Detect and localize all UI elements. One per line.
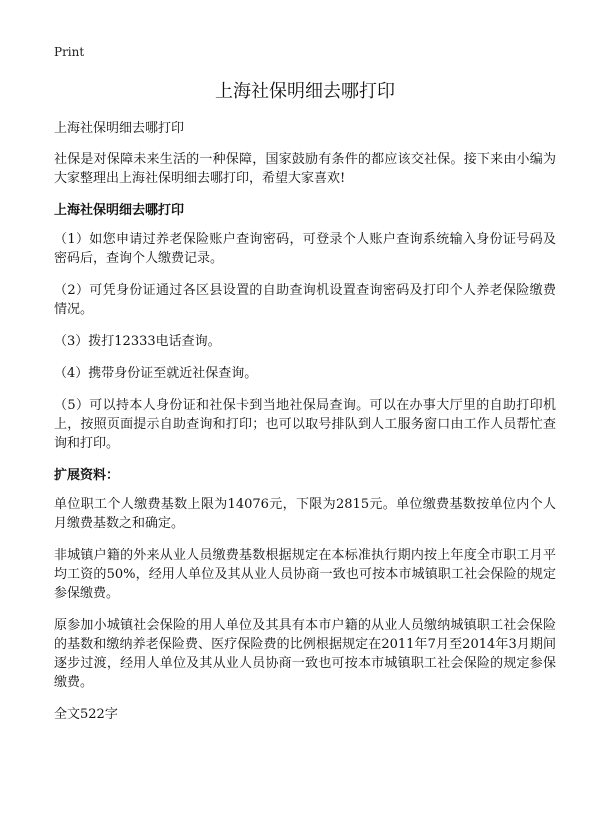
list-item: （5）可以持本人身份证和社保卡到当地社保局查询。可以在办事大厅里的自助打印机上，按照页面提示自助查询和打印；也可以取号排队到人工服务窗口由工作人员帮忙查询和打印。 <box>54 398 556 451</box>
list-item: （1）如您申请过养老保险账户查询密码，可登录个人账户查询系统输入身份证号码及密码后，查询个人缴费记录。 <box>54 232 556 266</box>
list-item: （4）携带身份证至就近社保查询。 <box>54 366 258 381</box>
list-item: （2）可凭身份证通过各区县设置的自助查询机设置查询密码及打印个人养老保险缴费情况。 <box>54 283 556 317</box>
document-subtitle: 上海社保明细去哪打印 <box>54 121 185 136</box>
page-title: 上海社保明细去哪打印 <box>215 81 395 102</box>
section-heading-print-locations: 上海社保明细去哪打印 <box>54 203 185 218</box>
extended-paragraph: 单位职工个人缴费基数上限为14076元，下限为2815元。单位缴费基数按单位内个人月缴费基数之和确定。 <box>54 497 556 531</box>
word-count: 全文522字 <box>54 707 118 722</box>
section-heading-extended-info: 扩展资料： <box>54 468 120 483</box>
list-item: （3）拨打12333电话查询。 <box>54 334 221 349</box>
extended-paragraph: 非城镇户籍的外来从业人员缴费基数根据规定在本标准执行期内按上年度全市职工月平均工资的50%，经用人单位及其从业人员协商一致也可按本市城镇职工社会保险的规定参保缴费。 <box>54 548 556 601</box>
print-label: Print <box>54 45 85 59</box>
extended-paragraph: 原参加小城镇社会保险的用人单位及其具有本市户籍的从业人员缴纳城镇职工社会保险的基数和缴纳养老保险费、医疗保险费的比例根据规定在2011年7月至2014年3月期间逐步过渡，经用人单位及其从业人员协商一致也可按本市城镇职工社会保险的规定参保缴费。 <box>54 618 556 690</box>
intro-paragraph: 社保是对保障未来生活的一种保障，国家鼓励有条件的都应该交社保。接下来由小编为大家整理出上海社保明细去哪打印，希望大家喜欢! <box>54 152 556 186</box>
